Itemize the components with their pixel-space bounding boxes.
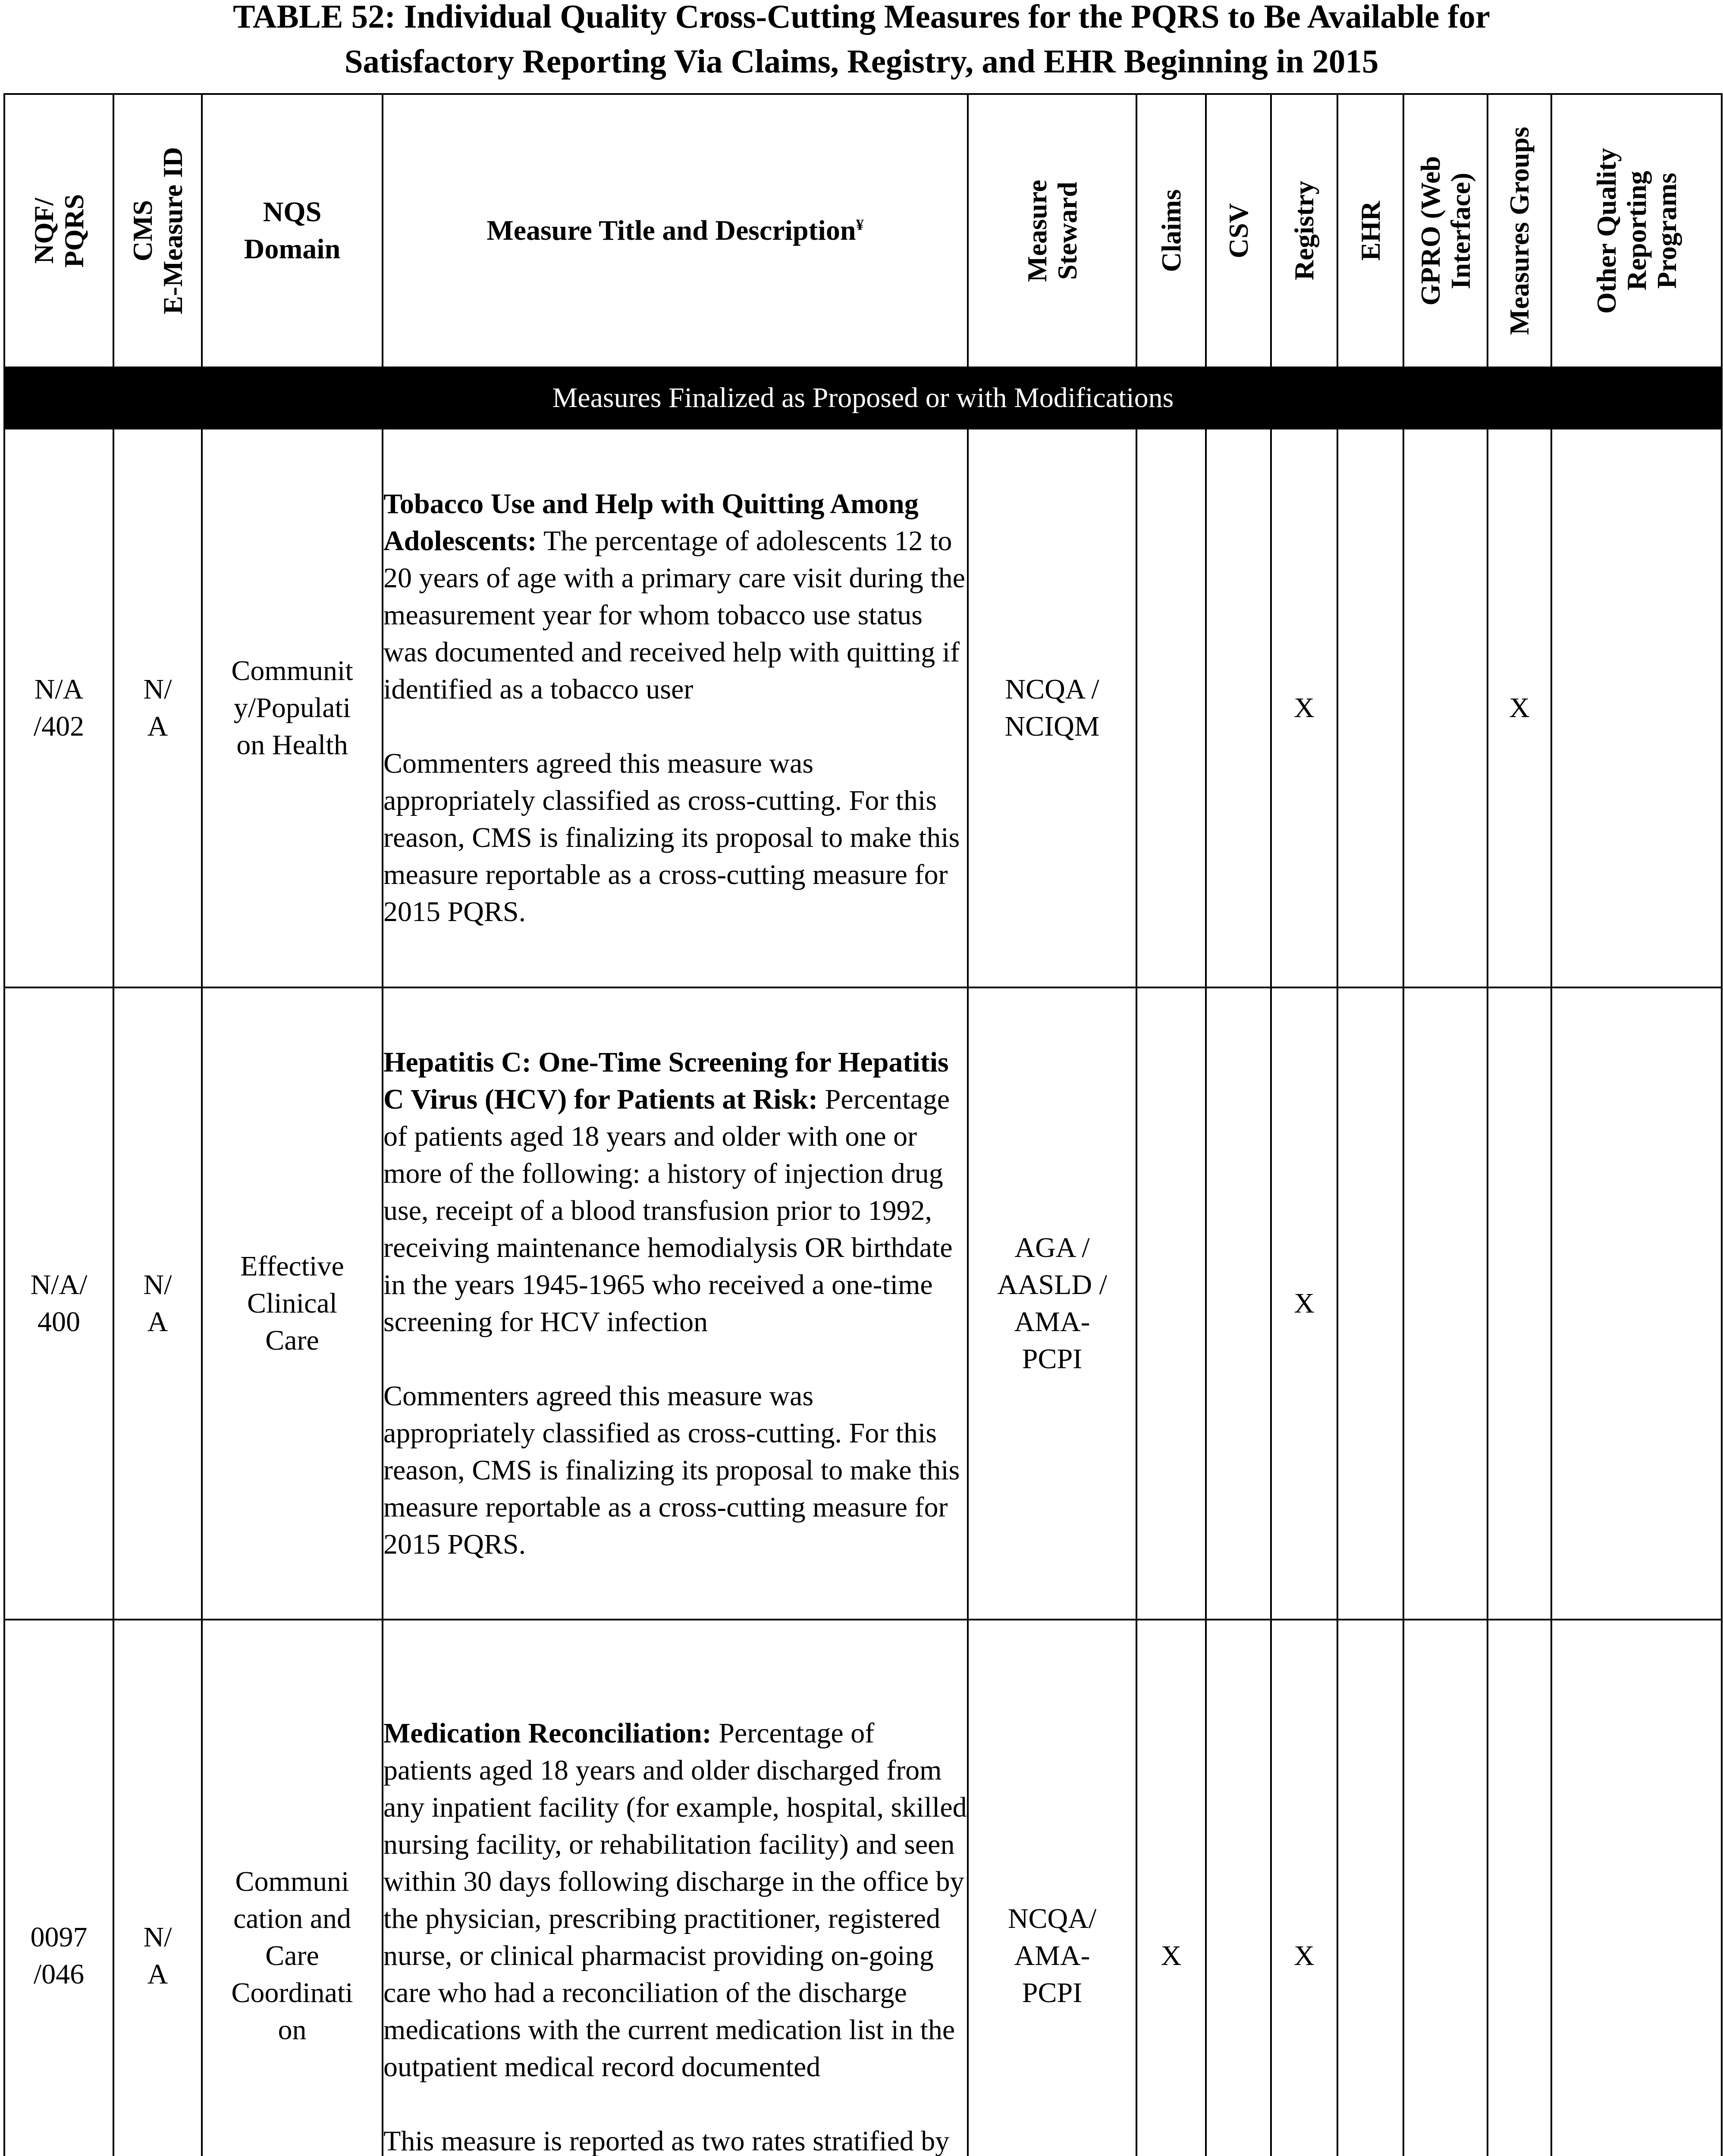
cell-csv <box>1206 987 1271 1620</box>
cell-other-programs <box>1551 1620 1722 2156</box>
cell-gpro <box>1403 1620 1488 2156</box>
cell-registry: X <box>1271 987 1337 1620</box>
header-row <box>4 94 1722 367</box>
cell-registry: X <box>1271 429 1337 987</box>
cell-measures-groups <box>1488 987 1551 1620</box>
cell-measure-steward: NCQA / NCIQM <box>968 429 1136 987</box>
table-row <box>4 429 1722 987</box>
header-measure-title <box>383 94 968 367</box>
measure-title: Tobacco Use and Help with Quitting Among Adolescents: <box>383 488 919 557</box>
table-row <box>4 987 1722 1620</box>
section-label: Measures Finalized as Proposed or with Modifications <box>4 367 1722 429</box>
cell-measure-steward: NCQA/ AMA- PCPI <box>968 1620 1136 2156</box>
cell-measure-description <box>383 429 968 987</box>
header-claims: Claims <box>1136 94 1206 367</box>
cell-nqs-domain: Communi cation and Care Coordinati on <box>202 1620 383 2156</box>
cell-nqf-pqrs: 0097 /046 <box>4 1620 113 2156</box>
cell-ehr <box>1337 1620 1403 2156</box>
cell-cms-emeasure-id: N/ A <box>113 1620 202 2156</box>
cell-claims: X <box>1136 1620 1206 2156</box>
table-title <box>0 0 1723 84</box>
measure-comment: This measure is reported as two rates stratified by <box>383 2125 950 2156</box>
header-other-programs: Other Quality Reporting Programs <box>1551 94 1722 367</box>
cell-registry: X <box>1271 1620 1337 2156</box>
table-title-line-2: Satisfactory Reporting Via Claims, Registry, and EHR Beginning in 2015 <box>344 43 1379 80</box>
cell-other-programs <box>1551 429 1722 987</box>
cell-measure-steward: AGA / AASLD / AMA- PCPI <box>968 987 1136 1620</box>
measure-description: The percentage of adolescents 12 to 20 years of age with a primary care visit during the measurement year for whom tobacco use status was documented and received help with quitting if identified as a tobacco user <box>383 525 965 705</box>
header-nqf-pqrs: NQF/ PQRS <box>4 94 113 367</box>
footnote-marker: ¥ <box>856 216 864 233</box>
cell-csv <box>1206 1620 1271 2156</box>
cell-gpro <box>1403 429 1488 987</box>
cell-nqf-pqrs: N/A /402 <box>4 429 113 987</box>
header-cms-emeasure-id: CMS E-Measure ID <box>113 94 202 367</box>
cell-nqf-pqrs: N/A/ 400 <box>4 987 113 1620</box>
header-ehr: EHR <box>1337 94 1403 367</box>
cell-cms-emeasure-id: N/ A <box>113 987 202 1620</box>
cell-measures-groups: X <box>1488 429 1551 987</box>
cell-ehr <box>1337 987 1403 1620</box>
cell-gpro <box>1403 987 1488 1620</box>
measure-description: Percentage of patients aged 18 years and older discharged from any inpatient facility (for example, hospital, skilled nursing facility, or rehabilitation facility) and seen within 30 days following discharge in the office by the physician, prescribing practitioner, registered nurse, or clinical pharmacist providing on-going care who had a reconciliation of the discharge medications with the current medication list in the outpatient medical record documented <box>383 1717 967 2083</box>
measure-title: Medication Reconciliation: <box>383 1717 712 1749</box>
header-measure-steward: Measure Steward <box>968 94 1136 367</box>
measure-title: Hepatitis C: One-Time Screening for Hepatitis C Virus (HCV) for Patients at Risk: <box>383 1047 949 1115</box>
header-measures-groups: Measures Groups <box>1488 94 1551 367</box>
header-measure-title-text: Measure Title and Description <box>486 215 856 246</box>
header-gpro: GPRO (Web Interface) <box>1403 94 1488 367</box>
cell-claims <box>1136 429 1206 987</box>
cell-ehr <box>1337 429 1403 987</box>
table-row <box>4 1620 1722 2156</box>
header-nqs-domain: NQS Domain <box>202 94 383 367</box>
cell-csv <box>1206 429 1271 987</box>
cell-nqs-domain: Communit y/Populati on Health <box>202 429 383 987</box>
header-registry: Registry <box>1271 94 1337 367</box>
measures-table <box>3 93 1723 2156</box>
measure-description: Percentage of patients aged 18 years and older with one or more of the following: a history of injection drug use, receipt of a blood transfusion prior to 1992, receiving maintenance hemodialysis OR birthdate in the years 1945-1965 who received a one-time screening for HCV infection <box>383 1084 953 1338</box>
measure-comment: Commenters agreed this measure was appropriately classified as cross-cutting. For this reason, CMS is finalizing its proposal to make this measure reportable as a cross-cutting measure for 2015 PQRS. <box>383 1380 960 1560</box>
cell-measure-description <box>383 1620 968 2156</box>
header-csv: CSV <box>1206 94 1271 367</box>
cell-measure-description <box>383 987 968 1620</box>
cell-cms-emeasure-id: N/ A <box>113 429 202 987</box>
table-title-line-1: TABLE 52: Individual Quality Cross-Cutting Measures for the PQRS to Be Available for <box>233 0 1490 35</box>
cell-other-programs <box>1551 987 1722 1620</box>
cell-measures-groups <box>1488 1620 1551 2156</box>
measure-comment: Commenters agreed this measure was appropriately classified as cross-cutting. For this reason, CMS is finalizing its proposal to make this measure reportable as a cross-cutting measure for 2015 PQRS. <box>383 748 960 928</box>
cell-nqs-domain: Effective Clinical Care <box>202 987 383 1620</box>
section-row <box>4 367 1722 429</box>
cell-claims <box>1136 987 1206 1620</box>
